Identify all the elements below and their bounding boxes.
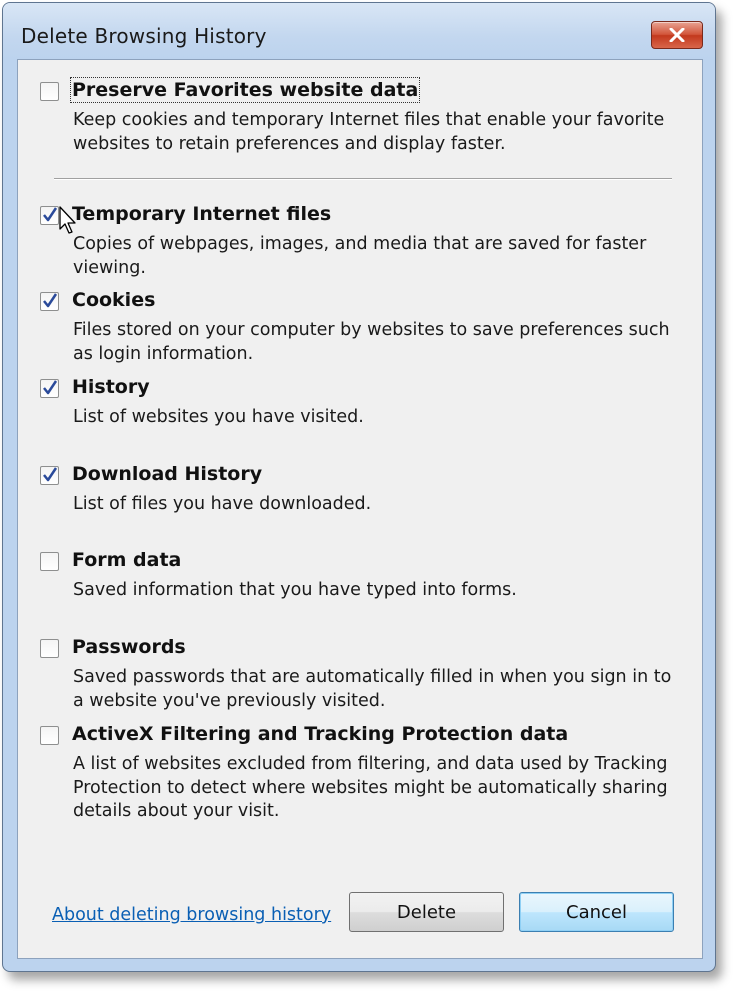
checkmark-icon xyxy=(42,467,58,483)
checkbox-temporary-internet-files[interactable] xyxy=(40,206,59,225)
checkmark-icon xyxy=(42,380,58,396)
option-label[interactable]: Cookies xyxy=(72,289,156,311)
option-label[interactable]: Temporary Internet files xyxy=(72,203,332,225)
delete-button[interactable]: Delete xyxy=(349,892,504,932)
checkbox-history[interactable] xyxy=(40,379,59,398)
option-description: Saved passwords that are automatically filled in when you sign in to a website you've previously visited. xyxy=(73,667,672,711)
delete-browsing-history-dialog xyxy=(2,2,716,972)
option-label[interactable]: ActiveX Filtering and Tracking Protection data xyxy=(72,723,569,745)
option-label[interactable]: Passwords xyxy=(72,636,186,658)
separator xyxy=(54,178,672,180)
checkmark-icon xyxy=(42,293,58,309)
checkbox-passwords[interactable] xyxy=(40,639,59,658)
close-icon xyxy=(669,28,685,42)
checkbox-preserve-favorites[interactable] xyxy=(40,82,59,101)
cancel-button[interactable]: Cancel xyxy=(519,892,674,932)
about-deleting-link[interactable]: About deleting browsing history xyxy=(52,905,332,925)
option-description: List of files you have downloaded. xyxy=(73,494,372,514)
window-title: Delete Browsing History xyxy=(21,24,267,48)
option-label[interactable]: Download History xyxy=(72,463,263,485)
option-description: Files stored on your computer by websites to save preferences such as login information. xyxy=(73,320,670,364)
checkbox-cookies[interactable] xyxy=(40,292,59,311)
checkmark-icon xyxy=(42,207,58,223)
option-description: List of websites you have visited. xyxy=(73,407,364,427)
checkbox-download-history[interactable] xyxy=(40,466,59,485)
option-label[interactable]: Preserve Favorites website data xyxy=(72,79,419,101)
option-label[interactable]: Form data xyxy=(72,549,182,571)
option-label[interactable]: History xyxy=(72,376,150,398)
dialog-content xyxy=(17,59,703,959)
option-description: Saved information that you have typed into forms. xyxy=(73,580,517,600)
close-button[interactable] xyxy=(651,21,703,49)
mouse-cursor-icon xyxy=(59,206,79,236)
title-bar[interactable] xyxy=(3,3,715,59)
checkbox-activex-filtering[interactable] xyxy=(40,726,59,745)
option-description: A list of websites excluded from filtering, and data used by Tracking Protection to detect where websites might be automatically sharing details about your visit. xyxy=(73,754,668,821)
option-description: Keep cookies and temporary Internet files that enable your favorite websites to retain preferences and display faster. xyxy=(73,110,665,154)
option-description: Copies of webpages, images, and media that are saved for faster viewing. xyxy=(73,234,647,278)
checkbox-form-data[interactable] xyxy=(40,552,59,571)
